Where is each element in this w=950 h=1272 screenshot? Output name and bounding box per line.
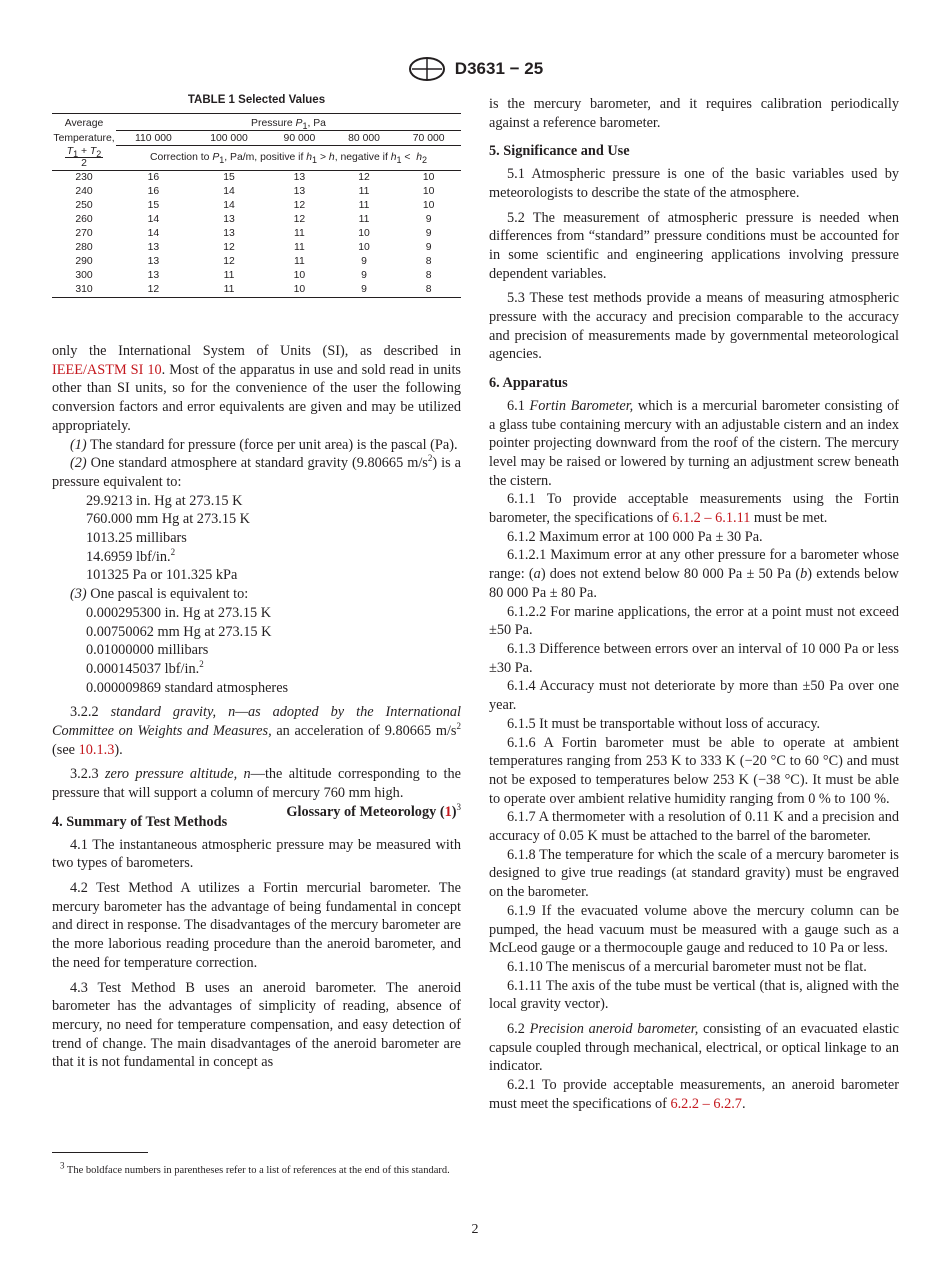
footnote-rule xyxy=(52,1152,148,1153)
paragraph: 6.1.5 It must be transportable without loss of accuracy. xyxy=(507,715,821,732)
correction-cell: 14 xyxy=(147,228,160,239)
paragraph: 6.1.3 Difference between errors over an interval of 10 000 Pa or less ±30 Pa. xyxy=(489,640,899,676)
correction-cell: 10 xyxy=(267,283,332,298)
pressure-col: 110 000 xyxy=(116,131,191,146)
temperature-cell: 260 xyxy=(75,214,93,225)
right-column xyxy=(489,95,899,1114)
paragraph: 5.2 The measurement of atmospheric pressure is needed when differences from “standard” pressure conditions must be accounted for in some scientific and engineering applications involving pressure dependent variables. xyxy=(489,209,899,282)
left-column xyxy=(52,342,461,1072)
table-row xyxy=(52,255,461,269)
link-6-2-2-to-6-2-7[interactable]: 6.2.2 – 6.2.7 xyxy=(670,1095,742,1112)
section-6-title: 6. Apparatus xyxy=(489,375,568,392)
footnote: $^3$ The boldface numbers in parentheses refer to a list of references at the end of this standard. xyxy=(60,1160,450,1176)
page-number: 2 xyxy=(471,1222,479,1237)
correction-cell: 8 xyxy=(425,256,432,267)
table-header-temp: Average xyxy=(52,114,116,131)
section-3-2-2: 3.2.2 standard gravity, n—as adopted by the International Committee on Weights and Measures, an acceleration of 9.80665 $m/s^2$ (see 10.1.3). xyxy=(52,704,461,758)
correction-cell: 8 xyxy=(425,270,432,281)
correction-cell: 13 xyxy=(293,186,306,197)
paragraph: 6.1.2.2 For marine applications, the error at a point must not exceed ±50 Pa. xyxy=(489,603,899,639)
correction-cell: 10 xyxy=(293,270,306,281)
table-row xyxy=(52,269,461,283)
correction-cell: 9 xyxy=(361,270,367,281)
link-10-1-3[interactable]: 10.1.3 xyxy=(78,741,115,758)
correction-cell: 9 xyxy=(425,228,432,239)
paragraph: 6.1.4 Accuracy must not deteriorate by more than ±50 Pa over one year. xyxy=(489,678,899,714)
paragraph: 6.1.2 Maximum error at 100 000 Pa ± 30 Pa. xyxy=(507,528,763,545)
paragraph: 4.1 The instantaneous atmospheric pressure may be measured with two types of barometers. xyxy=(52,836,461,872)
correction-cell: 10 xyxy=(358,242,370,253)
correction-cell: 12 xyxy=(358,172,370,183)
correction-cell: 13 xyxy=(293,172,306,183)
correction-cell: 11 xyxy=(358,200,370,211)
correction-cell: 11 xyxy=(294,228,305,239)
correction-cell: 14 xyxy=(223,200,235,211)
pa-equivalents: 0.000295300 in. Hg at 273.15 K 0.00750062 mm Hg at 273.15 K 0.01000000 millibars 0.000145037 lbf/in.$^2$ 0.000009869 standard atmospheres xyxy=(86,604,289,696)
link-6-1-2-to-6-1-11[interactable]: 6.1.2 – 6.1.11 xyxy=(672,510,751,527)
temperature-cell: 300 xyxy=(75,270,93,281)
table-title: TABLE 1 Selected Values xyxy=(187,94,326,106)
paragraph: 4.3 Test Method B uses an aneroid barometer. The aneroid barometer has the advantages of simplicity of reading, absence of mercury, no need for temperature compensation, and easy detection of trend of change. The main disadvantages of the aneroid barometer are that it is not fundamental in concept as xyxy=(52,979,461,1071)
section-3-2-3: 3.2.3 zero pressure altitude, n—the altitude corresponding to the pressure that will support a column of mercury 760 mm high. Glossary of Meteorology $(1)^3$ xyxy=(52,766,462,820)
correction-cell: 13 xyxy=(147,256,160,267)
correction-cell: 11 xyxy=(358,186,370,197)
paragraph: 6.1.7 A thermometer with a resolution of 0.11 K and a precision and accuracy of 0.05 K must be attached to the barrel of the barometer. xyxy=(489,809,899,845)
correction-note: Correction to $P_1$, Pa/m, positive if $h_1 > h$, negative if $h_1 < h_2$ xyxy=(116,146,461,171)
correction-cell: 14 xyxy=(223,186,235,197)
correction-cell: 13 xyxy=(223,214,235,225)
correction-cell: 13 xyxy=(223,228,235,239)
astm-logo-icon xyxy=(407,56,447,82)
correction-cell: 12 xyxy=(223,242,235,253)
table-row xyxy=(52,185,461,199)
correction-cell: 14 xyxy=(147,214,160,225)
temp-fraction: $\frac{T_1 + T_2}{2}$ xyxy=(52,146,116,171)
temperature-cell: 280 xyxy=(75,242,93,253)
correction-cell: 10 xyxy=(422,200,435,211)
atm-equivalents: 29.9213 in. Hg at 273.15 K 760.000 mm Hg at 273.15 K 1013.25 millibars 14.6959 lbf/in.$^2$ 101325 Pa or 101.325 kPa xyxy=(86,492,251,584)
table-row xyxy=(52,283,461,298)
correction-cell: 11 xyxy=(358,214,370,225)
correction-cell: 15 xyxy=(223,172,235,183)
correction-cell: 9 xyxy=(425,242,432,253)
correction-cell: 11 xyxy=(191,283,267,298)
correction-cell: 11 xyxy=(223,270,235,281)
paragraph: 6.1.1 To provide acceptable measurements using the Fortin barometer, the specifications of 6.1.2 – 6.1.11 must be met. xyxy=(489,491,899,527)
correction-cell: 15 xyxy=(147,200,160,211)
link-ref-1[interactable]: 1 xyxy=(444,803,452,820)
correction-cell: 10 xyxy=(358,228,370,239)
paragraph: is the mercury barometer, and it requires calibration periodically against a reference barometer. xyxy=(489,96,899,131)
correction-cell: 13 xyxy=(147,270,160,281)
paragraph: 5.1 Atmospheric pressure is one of the basic variables used by meteorologists to describe the state of the atmosphere. xyxy=(489,166,899,201)
pressure-col: 80 000 xyxy=(332,131,397,146)
link-ieee-si10[interactable]: IEEE/ASTM SI 10 xyxy=(52,361,162,378)
correction-cell: 12 xyxy=(223,256,235,267)
paragraph: 5.3 These test methods provide a means of measuring atmospheric pressure with the accuracy and precision comparable to the accuracy and precision of measurements made by governmental meteorological agencies. xyxy=(489,290,899,363)
table-header-pressure: Pressure $P_1$, Pa xyxy=(116,114,461,131)
page-header xyxy=(0,56,950,86)
correction-cell: 11 xyxy=(294,256,305,267)
paragraph: only the International System of Units (SI), as described in IEEE/ASTM SI 10. Most of the apparatus in use and sold read in units other than SI units, so for the convenience of the user the following conversion factors and error equivalents are given and may be utilized appropriately. xyxy=(52,343,462,434)
table-row xyxy=(52,241,461,255)
correction-cell: 9 xyxy=(361,256,367,267)
correction-cell: 9 xyxy=(425,214,432,225)
correction-cell: 10 xyxy=(422,186,435,197)
correction-cell: 8 xyxy=(396,283,461,298)
paragraph: (3) One pascal is equivalent to: xyxy=(70,586,249,603)
paragraph: 6.1.8 The temperature for which the scale of a mercury barometer is designed to give true readings (at standard gravity) must be engraved on the barometer. xyxy=(489,846,899,901)
table-row xyxy=(52,227,461,241)
paragraph: 6.2.1 To provide acceptable measurements, an aneroid barometer must meet the specifications of 6.2.2 – 6.2.7. xyxy=(489,1077,899,1112)
correction-cell: 12 xyxy=(293,214,306,225)
paragraph: 6.1.10 The meniscus of a mercurial barometer must not be flat. xyxy=(507,958,867,975)
correction-cell: 16 xyxy=(147,186,160,197)
paragraph: (1) The standard for pressure (force per unit area) is the pascal (Pa). xyxy=(70,436,458,453)
correction-cell: 9 xyxy=(332,283,397,298)
temperature-cell: 240 xyxy=(75,186,93,197)
table-row xyxy=(52,170,461,185)
pressure-col: 70 000 xyxy=(396,131,461,146)
paragraph: 6.1 Fortin Barometer, which is a mercurial barometer consisting of a glass tube containing mercury with an adjustable cistern and an index pointer projecting downward from the roof of the cistern. The mercury level may be raised or lowered by turning an adjustment screw beneath the cistern. xyxy=(489,397,899,489)
paragraph: 6.1.9 If the evacuated volume above the mercury column can be pumped, the head vacuum must be measured with a gauge such as a McLeod gauge or a thermocouple gauge and reduced to 10 Pa or less. xyxy=(489,902,899,957)
paragraph: 6.2 Precision aneroid barometer, consisting of an evacuated elastic capsule coupled through mechanical, electrical, or optical linkage to an indicator. xyxy=(489,1021,899,1075)
temperature-cell: 230 xyxy=(75,172,93,183)
correction-cell: 12 xyxy=(116,283,191,298)
document-id: D3631 − 25 xyxy=(454,59,544,78)
correction-cell: 13 xyxy=(147,242,160,253)
paragraph: (2) One standard atmosphere at standard gravity (9.80665 $m/s^2$) is a pressure equivalent to: xyxy=(52,453,461,490)
paragraph: 6.1.11 The axis of the tube must be vertical (that is, aligned with the local gravity vector). xyxy=(489,977,899,1013)
paragraph: 6.1.6 A Fortin barometer must be able to operate at ambient temperatures ranging from 253 K to 333 K (−20 °C to 60 °C) and must not be exposed to temperatures below 253 K (−38 °C). It must be able to operate over ambient relative humidity ranging from 0 % to 100 %. xyxy=(489,734,899,807)
section-4-title: 4. Summary of Test Methods xyxy=(52,813,228,830)
correction-cell: 10 xyxy=(422,172,435,183)
table-row xyxy=(52,199,461,213)
correction-cell: 16 xyxy=(147,172,160,183)
temperature-cell: 250 xyxy=(75,200,93,211)
table-header-temp-2: Temperature, xyxy=(53,132,115,144)
temperature-cell: 310 xyxy=(52,283,116,298)
paragraph: 6.1.2.1 Maximum error at any other pressure for a barometer whose range: (a) does not extend below 80 000 Pa ± 50 Pa (b) extends below 80 000 Pa ± 80 Pa. xyxy=(489,547,899,601)
temperature-cell: 270 xyxy=(75,228,93,239)
table-row xyxy=(52,213,461,227)
pressure-col: 90 000 xyxy=(267,131,332,146)
table-body xyxy=(52,170,461,297)
pressure-col: 100 000 xyxy=(191,131,267,146)
selected-values-table xyxy=(52,113,461,298)
correction-cell: 12 xyxy=(293,200,306,211)
correction-cell: 11 xyxy=(294,242,305,253)
section-5-title: 5. Significance and Use xyxy=(489,143,630,160)
paragraph: 4.2 Test Method A utilizes a Fortin mercurial barometer. The mercury barometer has the advantage of being fundamental in concept and direct in response. The disadvantages of the mercury barometer are the more laborious reading procedure than the aneroid barometer, and the need for temperature correction. xyxy=(52,879,461,971)
temperature-cell: 290 xyxy=(75,256,93,267)
